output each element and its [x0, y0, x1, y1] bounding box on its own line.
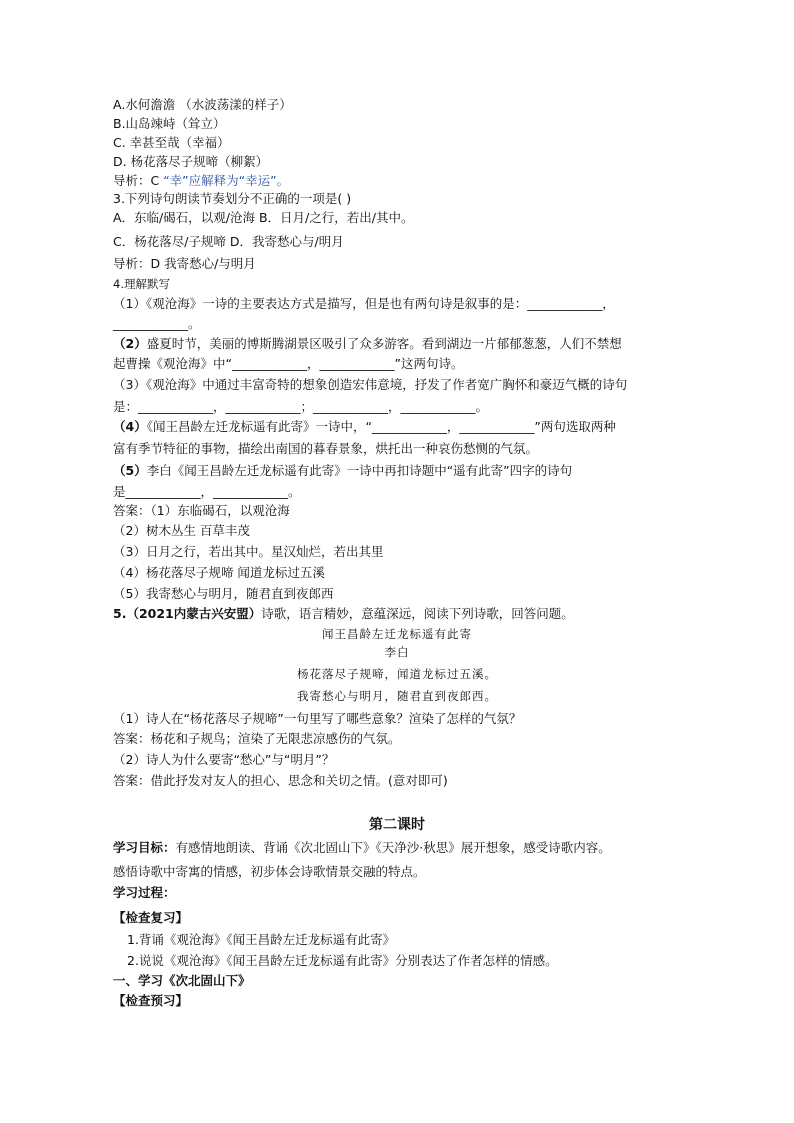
q4-answer-5: （5）我寄愁心与明月，随君直到夜郎西: [113, 586, 334, 601]
q4-answer-3: （3）日月之行，若出其中。星汉灿烂，若出其里: [113, 544, 384, 559]
q4-s5-line1: [113, 463, 572, 479]
q4-s2-text: 盛夏时节，美丽的博斯腾湖景区吸引了众多游客。看到湖边一片郁郁葱葱，人们不禁想: [146, 336, 622, 351]
q5-sub2: （2）诗人为什么要寄“愁心”与“明月”？: [113, 752, 335, 767]
q2-option-a: A.水何澹澹 （水波荡漾的样子）: [113, 97, 292, 112]
q4-s4-num: （4）: [113, 419, 147, 434]
q5-num: 5.: [113, 606, 127, 621]
poem-line-1: 杨花落尽子规啼，闻道龙标过五溪。: [297, 667, 497, 681]
q4-s4-line2: 富有季节特征的事物，描绘出南国的暮春景象，烘托出一种哀伤愁恻的气氛。: [113, 441, 539, 456]
q2-guide-text: “幸”应解释为“幸运”。: [163, 173, 290, 188]
q4-title: 4.理解默写: [113, 277, 170, 291]
lesson2-goal: [113, 840, 611, 856]
q2-option-d: D. 杨花落尽子规啼（柳絮）: [113, 154, 269, 169]
q4-s2-num: （2）: [113, 336, 147, 351]
q2-guide-label: 导析：C: [113, 173, 164, 188]
q4-answer-4: （4）杨花落尽子规啼 闻道龙标过五溪: [113, 565, 325, 580]
q4-s5-text: 李白《闻王昌龄左迁龙标遥有此寄》一诗中再扣诗题中“遥有此寄”四字的诗句: [146, 463, 573, 478]
q4-answer-2: （2）树木丛生 百草丰茂: [113, 523, 250, 538]
review-item-1: 1.背诵《观沧海》《闻王昌龄左迁龙标遥有此寄》: [127, 932, 396, 947]
q4-s4-text: 《闻王昌龄左迁龙标遥有此寄》一诗中，“____________，____________”两句选取两种: [146, 419, 616, 434]
q5-source: （2021内蒙古兴安盟）: [126, 606, 262, 621]
q5-answer2: 答案：借此抒发对友人的担心、思念和关切之情。(意对即可): [113, 773, 448, 788]
review-item-2: 2.说说《观沧海》《闻王昌龄左迁龙标遥有此寄》分别表达了作者怎样的情感。: [127, 953, 558, 968]
q2-guide: [113, 173, 289, 189]
q4-s5-num: （5）: [113, 463, 147, 478]
q4-s4-line1: [113, 419, 616, 435]
q4-s1-line1: （1）《观沧海》一诗的主要表达方式是描写，但是也有两句诗是叙事的是：____________，: [113, 296, 615, 311]
review-heading: 【检查复习】: [113, 910, 189, 925]
lesson2-goal-line2: 感悟诗歌中寄寓的情感，初步体会诗歌情景交融的特点。: [113, 864, 426, 879]
poem-author: 李白: [384, 645, 410, 659]
q3-options-row2: C．杨花落尽/子规啼 D．我寄愁心与/明月: [113, 234, 344, 249]
q4-s2-line1: [113, 336, 622, 352]
q4-s1-line2: ____________。: [113, 316, 201, 331]
q5-stem: [113, 606, 574, 622]
q4-answer-1: 答案：（1）东临碣石，以观沧海: [113, 503, 290, 518]
q5-stem-text: 诗歌，语言精妙，意蕴深远，阅读下列诗歌，回答问题。: [261, 606, 574, 621]
q4-s3-line2: 是：____________，____________；____________，____________。: [113, 399, 489, 414]
q3-guide: 导析：D 我寄愁心/与明月: [113, 256, 256, 271]
q5-answer1: 答案：杨花和子规鸟；渲染了无限悲凉感伤的气氛。: [113, 731, 401, 746]
q3-options-row1: A．东临/碣石，以观/沧海 B．日月/之行，若出/其中。: [113, 210, 414, 225]
lesson2-goal-label: 学习目标：: [113, 840, 176, 855]
poem-title: 闻王昌龄左迁龙标遥有此寄: [322, 627, 472, 641]
q4-s2-line2: 起曹操《观沧海》中“____________，____________”这两句诗。: [113, 356, 464, 371]
preview-heading: 【检查预习】: [113, 993, 189, 1008]
q2-option-b: B.山岛竦峙（耸立）: [113, 116, 226, 131]
q4-s5-line2: 是____________，____________。: [113, 484, 301, 499]
section-heading-1: 一、学习《次北固山下》: [113, 973, 251, 988]
lesson2-goal-text: 有感情地朗读、背诵《次北固山下》《天净沙·秋思》展开想象，感受诗歌内容。: [175, 840, 611, 855]
q2-option-c: C. 幸甚至哉（幸福）: [113, 135, 230, 150]
q5-sub1: （1）诗人在“杨花落尽子规啼”一句里写了哪些意象？渲染了怎样的气氛？: [113, 711, 522, 726]
poem-line-2: 我寄愁心与明月，随君直到夜郎西。: [297, 689, 497, 703]
q4-s3-line1: （3）《观沧海》中通过丰富奇特的想象创造宏伟意境，抒发了作者宽广胸怀和豪迈气概的诗句: [113, 377, 628, 392]
q3-stem: 3.下列诗句朗读节奏划分不正确的一项是( ): [113, 191, 352, 206]
lesson2-title: 第二课时: [369, 817, 425, 833]
lesson2-process: 学习过程：: [113, 885, 176, 900]
